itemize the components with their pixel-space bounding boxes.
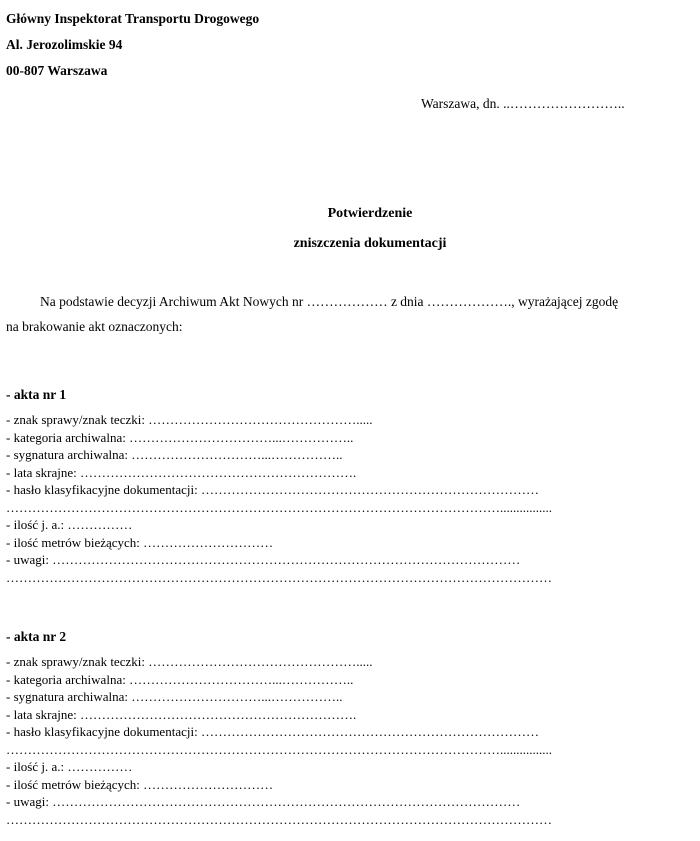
- field-remarks-continuation: ………………………………………………………………………………………………………………: [6, 569, 552, 585]
- sender-institution-name: Główny Inspektorat Transportu Drogowego: [6, 11, 260, 26]
- field-remarks-continuation: ………………………………………………………………………………………………………………: [6, 811, 552, 827]
- field-date-range: - lata skrajne: ……………………………………………………….: [6, 464, 357, 480]
- sender-street: Al. Jerozolimskie 94: [6, 37, 123, 52]
- field-archival-category: - kategoria archiwalna: ……………………………...……………..: [6, 429, 354, 445]
- field-classification-entry: - hasło klasyfikacyjne dokumentacji: ……………………………………………………………………: [6, 482, 539, 497]
- field-remarks: - uwagi: ………………………………………………………………………………………………: [6, 552, 521, 567]
- records-section-1: [6, 385, 700, 586]
- field-archival-signature: - sygnatura archiwalna: …………………………...……………..: [6, 689, 343, 704]
- sender-address-block: [6, 6, 259, 84]
- field-archival-category: - kategoria archiwalna: ……………………………...……………..: [6, 671, 354, 687]
- field-running-meters: - ilość metrów bieżących: …………………………: [6, 534, 274, 550]
- place-and-date-line: Warszawa, dn. ..……………………..: [421, 96, 625, 111]
- intro-line-1: Na podstawie decyzji Archiwum Akt Nowych nr ……………… z dnia ………………., wyrażającej zgodę: [40, 294, 619, 309]
- field-archival-signature: - sygnatura archiwalna: …………………………...……………..: [6, 447, 343, 462]
- intro-line-2: na brakowanie akt oznaczonych:: [6, 319, 183, 334]
- field-classification-continuation: ……………………………………………………………………………………………………................: [6, 499, 552, 515]
- records-section-2: [6, 627, 700, 828]
- sender-postal-city: 00-807 Warszawa: [6, 63, 108, 78]
- field-archival-units-count: - ilość j. a.: ……………: [6, 759, 133, 774]
- field-classification-entry: - hasło klasyfikacyjne dokumentacji: ……………………………………………………………………: [6, 724, 539, 739]
- field-case-mark: - znak sprawy/znak teczki: ………………………………………….....: [6, 412, 373, 427]
- section-heading: - akta nr 2: [6, 629, 67, 644]
- intro-paragraph: [6, 289, 700, 339]
- document-subtitle: zniszczenia dokumentacji: [293, 236, 447, 251]
- document-title: Potwierdzenie: [327, 206, 413, 221]
- field-running-meters: - ilość metrów bieżących: …………………………: [6, 776, 274, 792]
- field-archival-units-count: - ilość j. a.: ……………: [6, 517, 133, 532]
- field-classification-continuation: ……………………………………………………………………………………………………................: [6, 741, 552, 757]
- field-remarks: - uwagi: ………………………………………………………………………………………………: [6, 794, 521, 809]
- field-date-range: - lata skrajne: ……………………………………………………….: [6, 706, 357, 722]
- section-heading: - akta nr 1: [6, 387, 67, 402]
- field-case-mark: - znak sprawy/znak teczki: ………………………………………….....: [6, 654, 373, 669]
